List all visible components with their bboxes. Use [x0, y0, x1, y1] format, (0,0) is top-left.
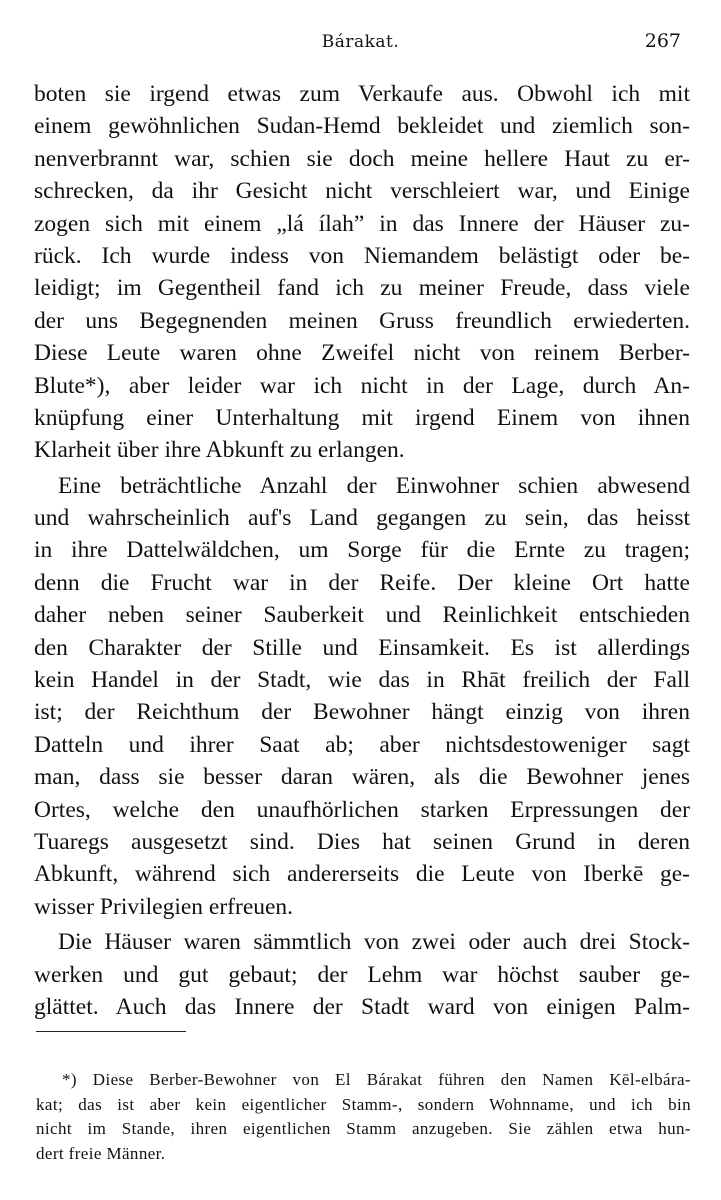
- text-line: Datteln und ihrer Saat ab; aber nichtsdestoweniger sagt: [34, 731, 690, 758]
- text-line: schrecken, da ihr Gesicht nicht verschleiert war, und Einige: [34, 178, 690, 205]
- text-line: Klarheit über ihre Abkunft zu erlangen.: [34, 437, 405, 464]
- text-line: Die Häuser waren sämmtlich von zwei oder auch drei Stock-: [58, 929, 690, 956]
- text-line: Blute*), aber leider war ich nicht in der Lage, durch An-: [34, 372, 690, 399]
- text-line: werken und gut gebaut; der Lehm war höchst sauber ge-: [34, 961, 690, 988]
- text-line: man, dass sie besser daran wären, als die Bewohner jenes: [34, 764, 690, 791]
- footnote-line: kat; das ist aber kein eigentlicher Stamm-, sondern Wohnname, und ich bin: [36, 1094, 691, 1114]
- text-line: Tuaregs ausgesetzt sind. Dies hat seinen Grund in deren: [34, 828, 690, 855]
- footnote-line: *) Diese Berber-Bewohner von El Bárakat führen den Namen Kēl-elbára-: [62, 1070, 691, 1089]
- footnote: [36, 1068, 691, 1166]
- text-line: nenverbrannt war, schien sie doch meine hellere Haut zu er-: [34, 145, 690, 172]
- text-line: glättet. Auch das Innere der Stadt ward von einigen Palm-: [34, 993, 690, 1020]
- page-number: 267: [644, 30, 681, 52]
- page-header: [0, 30, 721, 60]
- text-line: Diese Leute waren ohne Zweifel nicht von reinem Berber-: [34, 340, 690, 367]
- text-line: leidigt; im Gegentheil fand ich zu meiner Freude, dass viele: [34, 275, 690, 302]
- footnote-line: nicht im Stande, ihren eigentlichen Stamm anzugeben. Sie zählen etwa hun-: [36, 1119, 691, 1138]
- text-line: den Charakter der Stille und Einsamkeit. Es ist allerdings: [34, 634, 690, 661]
- footnote-line: dert freie Männer.: [36, 1143, 166, 1163]
- text-line: ist; der Reichthum der Bewohner hängt einzig von ihren: [34, 699, 690, 726]
- text-line: Abkunft, während sich andererseits die Leute von Iberkē ge-: [34, 861, 690, 888]
- text-line: daher neben seiner Sauberkeit und Reinlichkeit entschieden: [34, 602, 690, 629]
- text-line: in ihre Dattelwäldchen, um Sorge für die Ernte zu tragen;: [34, 537, 690, 564]
- text-line: Ortes, welche den unaufhörlichen starken Erpressungen der: [34, 796, 690, 823]
- text-line: knüpfung einer Unterhaltung mit irgend Einem von ihnen: [34, 404, 690, 431]
- text-line: denn die Frucht war in der Reife. Der kleine Ort hatte: [34, 569, 690, 596]
- text-line: der uns Begegnenden meinen Gruss freundlich erwiederten.: [34, 307, 690, 334]
- text-line: wisser Privilegien erfreuen.: [34, 893, 294, 920]
- footnote-divider: [36, 1031, 186, 1032]
- text-line: rück. Ich wurde indess von Niemandem belästigt oder be-: [34, 242, 690, 269]
- text-line: kein Handel in der Stadt, wie das in Rhāt freilich der Fall: [34, 667, 690, 694]
- text-line: boten sie irgend etwas zum Verkaufe aus. Obwohl ich mit: [34, 81, 690, 107]
- running-title: Bárakat.: [321, 32, 400, 52]
- text-line: Eine beträchtliche Anzahl der Einwohner schien abwesend: [58, 472, 690, 499]
- body-text: [34, 78, 690, 1023]
- text-line: und wahrscheinlich auf's Land gegangen zu sein, das heisst: [34, 505, 690, 532]
- text-line: einem gewöhnlichen Sudan-Hemd bekleidet und ziemlich son-: [34, 113, 690, 140]
- text-line: zogen sich mit einem „lá ílah” in das Innere der Häuser zu-: [34, 210, 690, 237]
